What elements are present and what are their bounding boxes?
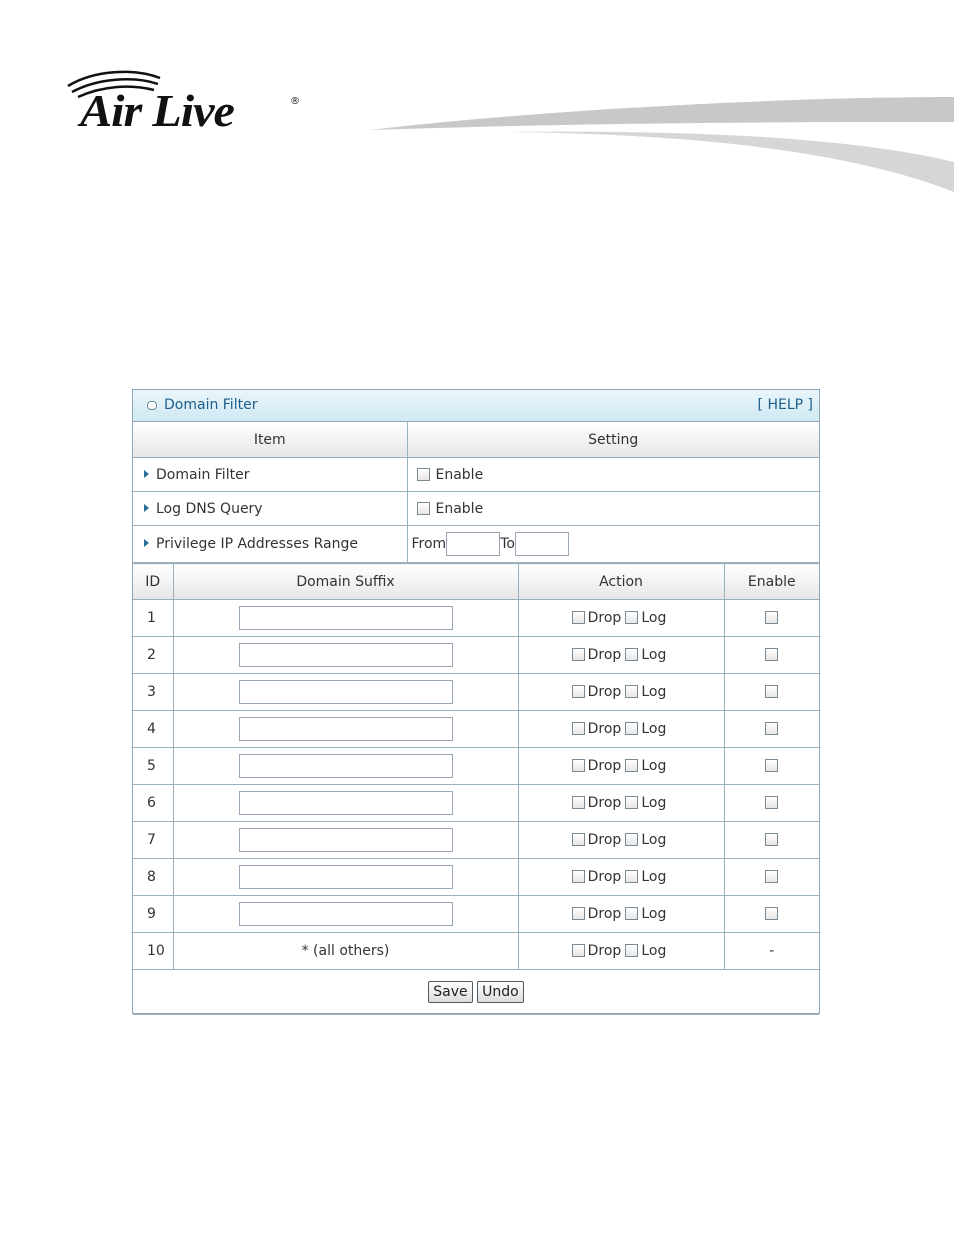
domain-filter-panel [132, 389, 820, 1014]
all-others-text: * (all others) [173, 933, 518, 970]
row-id: 1 [133, 600, 173, 637]
arrow-right-icon [144, 504, 149, 512]
table-row [133, 822, 819, 859]
domain-filter-row [133, 458, 819, 492]
domain-suffix-input[interactable] [239, 828, 453, 852]
drop-label: Drop [587, 758, 622, 774]
drop-checkbox[interactable] [572, 907, 585, 920]
log-dns-enable-checkbox[interactable] [417, 502, 430, 515]
row-enable-checkbox[interactable] [765, 796, 778, 809]
action-header: Action [518, 564, 724, 600]
privilege-ip-row [133, 526, 819, 563]
domain-filter-enable-checkbox[interactable] [417, 468, 430, 481]
row-enable-checkbox[interactable] [765, 611, 778, 624]
drop-label: Drop [587, 721, 622, 737]
save-button[interactable]: Save [428, 981, 472, 1003]
help-link[interactable]: [ HELP ] [757, 397, 813, 413]
row-enable-checkbox[interactable] [765, 759, 778, 772]
domain-suffix-input[interactable] [239, 791, 453, 815]
log-checkbox[interactable] [625, 611, 638, 624]
log-label: Log [641, 795, 667, 811]
row-id: 5 [133, 748, 173, 785]
drop-checkbox[interactable] [572, 944, 585, 957]
log-dns-query-row [133, 492, 819, 526]
row-id: 6 [133, 785, 173, 822]
checkbox-label: Enable [435, 466, 484, 483]
log-checkbox[interactable] [625, 648, 638, 661]
drop-label: Drop [587, 906, 622, 922]
drop-label: Drop [587, 943, 622, 959]
header-swoosh-graphic [370, 92, 954, 192]
id-header: ID [133, 564, 173, 600]
row-id: 7 [133, 822, 173, 859]
enable-placeholder: - [724, 933, 819, 970]
drop-checkbox[interactable] [572, 611, 585, 624]
title-bullet-icon [147, 401, 157, 410]
log-checkbox[interactable] [625, 685, 638, 698]
row-enable-checkbox[interactable] [765, 648, 778, 661]
panel-title: Domain Filter [164, 397, 258, 413]
table-row [133, 600, 819, 637]
log-label: Log [641, 906, 667, 922]
from-label: From [411, 536, 447, 552]
row-enable-checkbox[interactable] [765, 870, 778, 883]
table-row [133, 674, 819, 711]
row-enable-checkbox[interactable] [765, 907, 778, 920]
domain-suffix-input[interactable] [239, 606, 453, 630]
table-row-all-others [133, 933, 819, 970]
domain-suffix-input[interactable] [239, 754, 453, 778]
drop-checkbox[interactable] [572, 722, 585, 735]
domain-suffix-input[interactable] [239, 902, 453, 926]
drop-label: Drop [587, 684, 622, 700]
arrow-right-icon [144, 539, 149, 547]
log-label: Log [641, 758, 667, 774]
table-row [133, 711, 819, 748]
drop-label: Drop [587, 610, 622, 626]
table-row [133, 748, 819, 785]
arrow-right-icon [144, 470, 149, 478]
drop-checkbox[interactable] [572, 870, 585, 883]
log-label: Log [641, 943, 667, 959]
undo-button[interactable]: Undo [477, 981, 524, 1003]
log-label: Log [641, 832, 667, 848]
row-id: 4 [133, 711, 173, 748]
row-enable-checkbox[interactable] [765, 722, 778, 735]
domain-suffix-input[interactable] [239, 680, 453, 704]
button-row [133, 970, 819, 1015]
drop-checkbox[interactable] [572, 796, 585, 809]
log-checkbox[interactable] [625, 907, 638, 920]
log-checkbox[interactable] [625, 944, 638, 957]
domain-suffix-header: Domain Suffix [173, 564, 518, 600]
settings-table [133, 422, 819, 563]
row-enable-checkbox[interactable] [765, 685, 778, 698]
log-checkbox[interactable] [625, 796, 638, 809]
row-id: 2 [133, 637, 173, 674]
ip-to-input[interactable] [515, 532, 569, 556]
drop-checkbox[interactable] [572, 685, 585, 698]
enable-header: Enable [724, 564, 819, 600]
drop-label: Drop [587, 795, 622, 811]
drop-checkbox[interactable] [572, 833, 585, 846]
setting-header: Setting [407, 422, 819, 458]
domain-suffix-table [133, 563, 819, 1015]
log-label: Log [641, 684, 667, 700]
domain-suffix-input[interactable] [239, 643, 453, 667]
log-label: Log [641, 721, 667, 737]
log-label: Log [641, 647, 667, 663]
table-row [133, 637, 819, 674]
item-label: Domain Filter [156, 466, 250, 483]
log-checkbox[interactable] [625, 833, 638, 846]
drop-checkbox[interactable] [572, 759, 585, 772]
checkbox-label: Enable [435, 500, 484, 517]
row-id: 9 [133, 896, 173, 933]
item-header: Item [133, 422, 407, 458]
drop-label: Drop [587, 869, 622, 885]
table-row [133, 896, 819, 933]
domain-suffix-input[interactable] [239, 717, 453, 741]
row-enable-checkbox[interactable] [765, 833, 778, 846]
registered-mark: ® [290, 96, 300, 107]
row-id: 8 [133, 859, 173, 896]
item-label: Log DNS Query [156, 500, 263, 517]
log-checkbox[interactable] [625, 870, 638, 883]
log-label: Log [641, 610, 667, 626]
table-row [133, 859, 819, 896]
drop-label: Drop [587, 832, 622, 848]
drop-checkbox[interactable] [572, 648, 585, 661]
logo-text: Air Live [80, 85, 234, 136]
panel-title-bar [133, 390, 819, 422]
log-label: Log [641, 869, 667, 885]
ip-from-input[interactable] [446, 532, 500, 556]
row-id: 10 [133, 933, 173, 970]
log-checkbox[interactable] [625, 759, 638, 772]
drop-label: Drop [587, 647, 622, 663]
log-checkbox[interactable] [625, 722, 638, 735]
row-id: 3 [133, 674, 173, 711]
domain-suffix-input[interactable] [239, 865, 453, 889]
table-row [133, 785, 819, 822]
airlive-logo [64, 66, 314, 136]
to-label: To [500, 536, 515, 552]
item-label: Privilege IP Addresses Range [156, 536, 358, 552]
